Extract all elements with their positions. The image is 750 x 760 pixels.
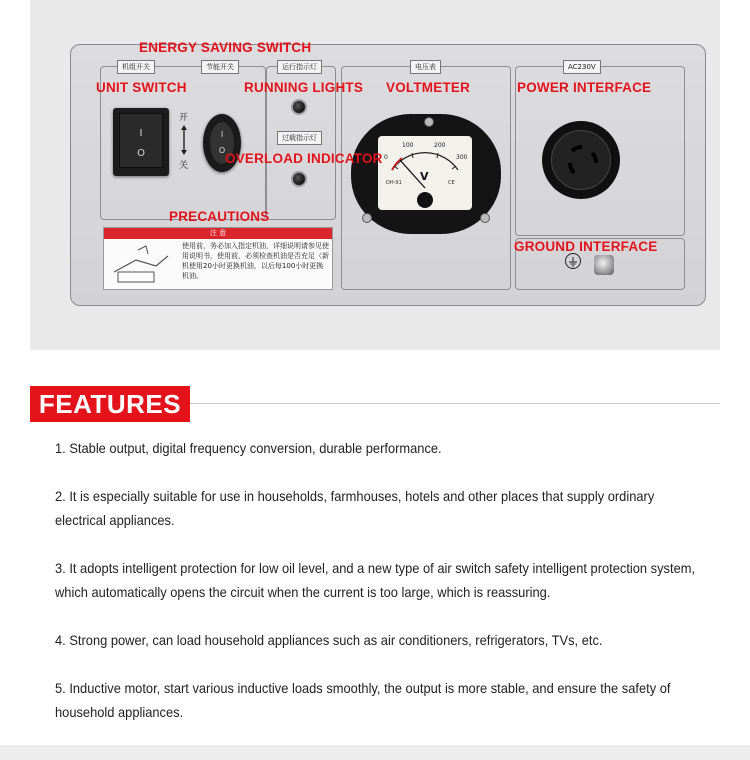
caution-text: 使用前，务必加入指定机油，详细说明请参见使用说明书，使用前，必须检查机油是否充足（新机使用20小时更换机油，以后每100小时更换机油。 <box>182 242 329 280</box>
overload-tag: 过载指示灯 <box>277 131 322 145</box>
rocker-on-mark: I <box>139 128 143 139</box>
feature-item-4: 4. Strong power, can load household appliances such as air conditioners, refrigerators, TVs, etc. <box>55 632 603 648</box>
label-power-interface: POWER INTERFACE <box>517 80 652 95</box>
meter-tick-200: 200 <box>434 142 446 149</box>
ground-terminal-nut <box>594 255 614 275</box>
oval-off-mark: O <box>218 146 226 155</box>
running-light-lamp <box>291 99 307 115</box>
feature-item-1: 1. Stable output, digital frequency conversion, durable performance. <box>55 440 442 456</box>
caution-sticker <box>103 227 333 290</box>
caution-title: 注 意 <box>104 228 332 239</box>
meter-brand: DH-91 <box>386 180 402 186</box>
feature-item-5: 5. Inductive motor, start various inductive loads smoothly, the output is more stable, and ensure the safety of household appliances. <box>55 680 671 720</box>
features-heading-text: FEATURES <box>38 389 182 419</box>
meter-screw-left <box>362 213 372 223</box>
ac230v-tag: AC230V <box>563 60 601 74</box>
socket-slots-icon <box>552 131 612 191</box>
oval-on-mark: I <box>220 130 224 139</box>
rocker-face <box>119 113 163 168</box>
label-energy-saving-switch: ENERGY SAVING SWITCH <box>139 40 312 55</box>
unit-switch-tag: 机组开关 <box>117 60 155 74</box>
meter-unit: V <box>420 170 429 183</box>
feature-item-3: 3. It adopts intelligent protection for low oil level, and a new type of air switch safety intelligent protection system, which automatically opens the circuit when the current is too large, which is reassuring. <box>55 560 696 600</box>
label-overload-indicator: OVERLOAD INDICATOR <box>225 151 383 166</box>
feature-item-2: 2. It is especially suitable for use in households, farmhouses, hotels and other places that supply ordinary electrical appliances. <box>55 488 655 528</box>
meter-screw-right <box>480 213 490 223</box>
meter-zero-adjust <box>417 192 433 208</box>
bottom-band <box>0 745 750 760</box>
caution-illustration <box>108 242 178 288</box>
features-heading <box>30 386 190 422</box>
voltmeter-tag: 电压表 <box>410 60 441 74</box>
voltmeter-dial <box>378 136 472 210</box>
running-lights-tag: 运行指示灯 <box>277 60 322 74</box>
overload-lamp <box>291 171 307 187</box>
meter-screw-top <box>424 117 434 127</box>
power-socket-face <box>551 130 611 190</box>
label-precautions: PRECAUTIONS <box>169 209 270 224</box>
meter-model: CE <box>448 180 455 186</box>
energy-switch-tag: 节能开关 <box>201 60 239 74</box>
rocker-off-mark: O <box>137 148 145 159</box>
label-ground-interface: GROUND INTERFACE <box>514 239 658 254</box>
unit-rocker-switch <box>113 108 169 176</box>
meter-tick-0: 0 <box>384 154 388 161</box>
meter-tick-300: 300 <box>456 154 468 161</box>
meter-tick-100: 100 <box>402 142 414 149</box>
label-voltmeter: VOLTMETER <box>386 80 471 95</box>
off-mark-cn: 关 <box>179 161 189 171</box>
label-unit-switch: UNIT SWITCH <box>96 80 187 95</box>
on-mark-cn: 开 <box>179 113 189 123</box>
label-running-lights: RUNNING LIGHTS <box>244 80 364 95</box>
double-arrow-icon <box>180 124 188 156</box>
ground-symbol-icon <box>565 253 581 269</box>
features-divider <box>190 403 720 404</box>
